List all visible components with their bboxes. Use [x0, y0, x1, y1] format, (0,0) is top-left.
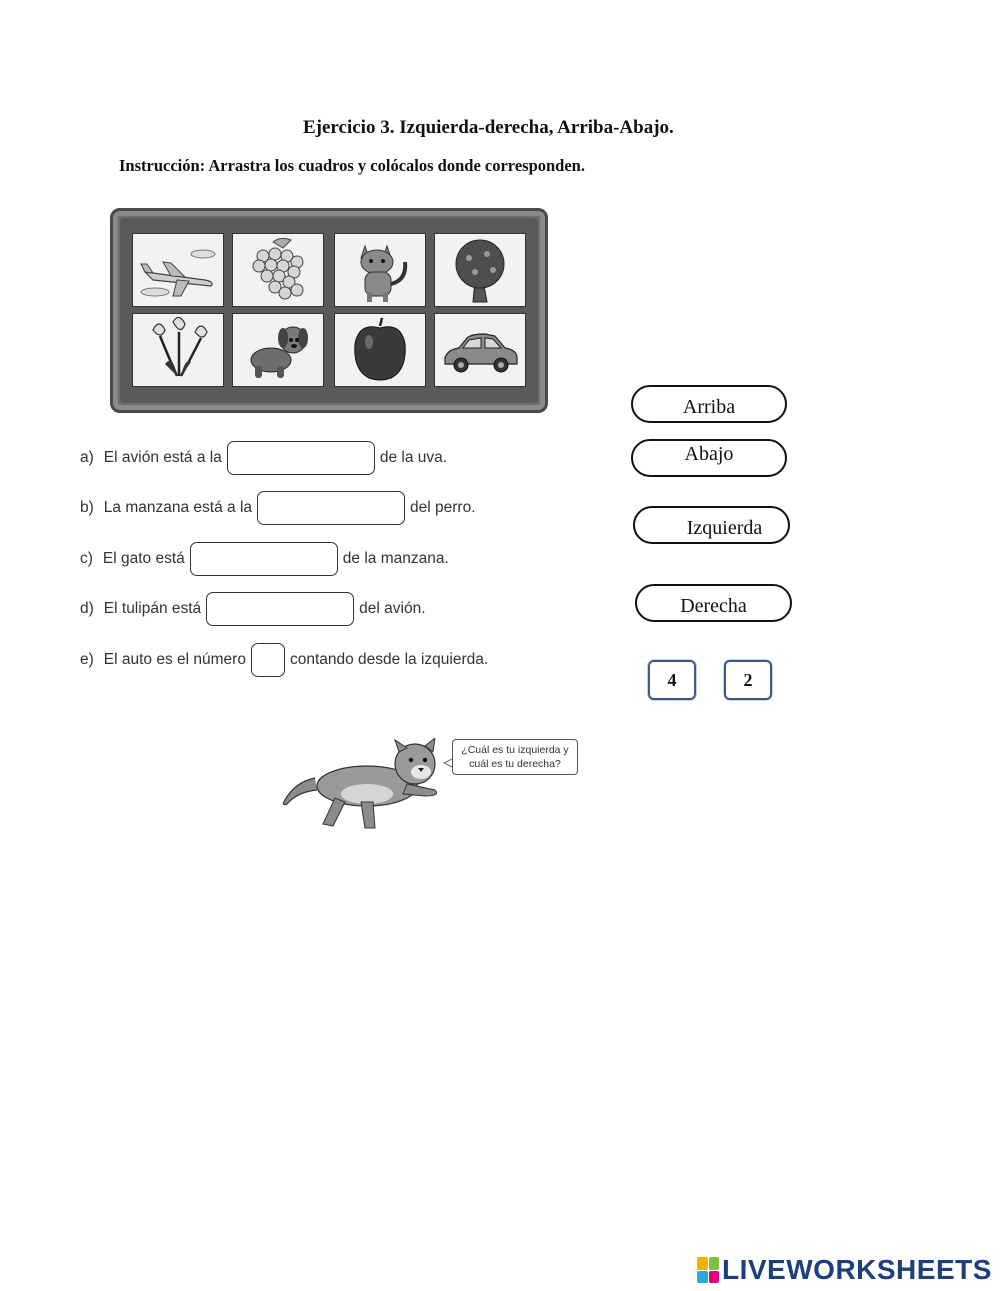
question-text-after: de la uva.: [379, 449, 448, 466]
question-b: [80, 491, 476, 525]
option-izquierda[interactable]: [633, 506, 790, 544]
dog-card: [232, 313, 324, 387]
puma-illustration: [275, 738, 450, 833]
question-text-before: La manzana está a la: [103, 499, 253, 516]
question-e: [80, 643, 488, 677]
answer-drop-box-e[interactable]: [251, 643, 285, 677]
option-abajo[interactable]: [631, 439, 787, 477]
question-a: [80, 441, 447, 475]
question-letter: a): [80, 449, 94, 466]
tulips-card: [132, 313, 224, 387]
question-letter: b): [80, 499, 94, 516]
cat-card: [334, 233, 426, 307]
answer-drop-box-d[interactable]: [206, 592, 354, 626]
option-label: Derecha: [680, 595, 747, 617]
airplane-icon: [133, 234, 223, 306]
logo-square: [697, 1257, 708, 1270]
logo-square: [697, 1271, 708, 1284]
exercise-title: Ejercicio 3. Izquierda-derecha, Arriba-Abajo.: [303, 117, 674, 138]
option-number-4[interactable]: [648, 660, 696, 700]
option-number-2[interactable]: [724, 660, 772, 700]
question-c: [80, 542, 449, 576]
picture-board: [110, 208, 548, 413]
question-letter: d): [80, 600, 94, 617]
dog-icon: [233, 314, 323, 386]
question-d: [80, 592, 426, 626]
tulips-icon: [133, 314, 223, 386]
cat-icon: [335, 234, 425, 306]
apple-card: [334, 313, 426, 387]
question-text-after: del perro.: [410, 499, 476, 516]
option-number-label: 2: [743, 669, 753, 690]
tree-icon: [435, 234, 525, 306]
brand-name: LIVEWORKSHEETS: [722, 1254, 992, 1285]
speech-bubble-line-1: ¿Cuál es tu izquierda y: [461, 744, 569, 756]
question-text-after: del avión.: [359, 600, 426, 617]
airplane-card: [132, 233, 224, 307]
grapes-card: [232, 233, 324, 307]
question-text-after: de la manzana.: [342, 550, 449, 567]
question-text-before: El gato está: [102, 550, 185, 567]
car-card: [434, 313, 526, 387]
instruction-text: Instrucción: Arrastra los cuadros y colócalos donde corresponden.: [119, 156, 585, 175]
option-derecha[interactable]: [635, 584, 792, 622]
option-label: Izquierda: [686, 517, 763, 539]
question-text-before: El auto es el número: [103, 651, 246, 668]
logo-square: [709, 1257, 720, 1270]
question-letter: c): [80, 550, 93, 567]
answer-drop-box-a[interactable]: [227, 441, 375, 475]
answer-drop-box-b[interactable]: [257, 491, 405, 525]
option-label: Abajo: [684, 443, 734, 465]
tree-card: [434, 233, 526, 307]
liveworksheets-logo-icon: [697, 1257, 719, 1283]
car-icon: [435, 314, 525, 386]
speech-bubble: [452, 739, 578, 775]
option-label: Arriba: [682, 396, 736, 418]
speech-bubble-line-2: cuál es tu derecha?: [469, 758, 561, 770]
apple-icon: [335, 314, 425, 386]
option-arriba[interactable]: [631, 385, 787, 423]
question-letter: e): [80, 651, 94, 668]
question-text-after: contando desde la izquierda.: [289, 651, 489, 668]
logo-square: [709, 1271, 720, 1284]
answer-drop-box-c[interactable]: [190, 542, 338, 576]
question-text-before: El tulipán está: [103, 600, 202, 617]
liveworksheets-brand: [697, 1254, 992, 1286]
question-text-before: El avión está a la: [103, 449, 222, 466]
grapes-icon: [233, 234, 323, 306]
option-number-label: 4: [667, 669, 677, 690]
